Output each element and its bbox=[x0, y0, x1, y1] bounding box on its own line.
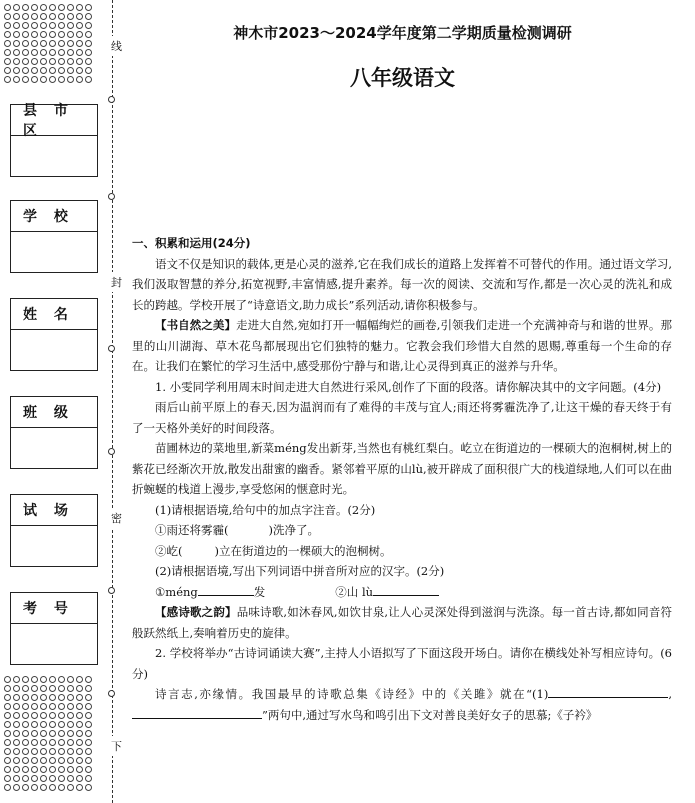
county-box[interactable] bbox=[10, 104, 98, 177]
question-1: 1. 小雯同学利用周末时间走进大自然进行采风,创作了下面的段落。请你解决其中的文字问题。(4分) bbox=[155, 379, 662, 394]
question-2: 2. 学校将举办“古诗词诵读大赛”,主持人小语拟写了下面这段开场白。请你在横线处补写相应诗句。(6分) bbox=[132, 646, 672, 681]
name-label: 姓 名 bbox=[11, 299, 97, 330]
binding-word-xia: 下 bbox=[111, 736, 122, 756]
nature-tag: 【书自然之美】 bbox=[155, 318, 237, 332]
q2-answer-2[interactable] bbox=[132, 706, 262, 719]
school-label: 学 校 bbox=[11, 201, 97, 232]
q1-passage-1: 雨后山前平原上的春天,因为温润而有了难得的丰茂与宜人;雨还将雾霾洗净了,让这干燥的春天终于有了一天格外美好的时间段落。 bbox=[132, 400, 672, 435]
q2-mid: , bbox=[668, 687, 672, 701]
dot-grid-bottom bbox=[4, 676, 96, 800]
binding-line bbox=[112, 0, 113, 803]
county-label: 县 市 区 bbox=[11, 105, 97, 136]
binding-hole bbox=[108, 587, 115, 594]
binding-hole bbox=[108, 96, 115, 103]
q2-suffix: ”两句中,通过写水鸟和鸣引出下文对善良美好女子的思慕;《子衿》 bbox=[262, 707, 598, 722]
binding-word-mi: 密 bbox=[111, 508, 122, 528]
q1-sub-1-item-b bbox=[132, 541, 672, 562]
nature-paragraph bbox=[132, 315, 672, 377]
exam-number-box[interactable] bbox=[10, 592, 98, 665]
binding-hole bbox=[108, 193, 115, 200]
poetry-paragraph bbox=[132, 602, 672, 643]
class-label: 班 级 bbox=[11, 397, 97, 428]
exam-number-field[interactable] bbox=[11, 624, 97, 664]
intro-paragraph: 语文不仅是知识的载体,更是心灵的滋养,它在我们成长的道路上发挥着不可替代的作用。通过语文学习,我们汲取智慧的养分,拓宽视野,丰富情感,提升素养。每一次的阅读、交流和写作,都是一次心灵的洗礼和成长的跨越。学校开展了“诗意语文,助力成长”系列活动,请你积极参与。 bbox=[132, 256, 672, 312]
q1-1b-answer[interactable] bbox=[183, 543, 215, 555]
binding-hole bbox=[108, 690, 115, 697]
q1-2a-answer[interactable] bbox=[198, 583, 254, 596]
dot-grid-top bbox=[4, 4, 96, 86]
q2-passage bbox=[132, 684, 672, 725]
class-box[interactable] bbox=[10, 396, 98, 469]
q2-answer-1[interactable] bbox=[548, 685, 668, 698]
room-box[interactable] bbox=[10, 494, 98, 567]
q1-2a-prefix: ①méng bbox=[155, 584, 198, 599]
class-field[interactable] bbox=[11, 428, 97, 468]
county-field[interactable] bbox=[11, 136, 97, 176]
q1-1a-suffix: )洗净了。 bbox=[268, 523, 319, 537]
name-field[interactable] bbox=[11, 330, 97, 370]
exam-number-label: 考 号 bbox=[11, 593, 97, 624]
q1-1b-prefix: ②屹( bbox=[155, 543, 183, 558]
q1-sub-2: (2)请根据语境,写出下列词语中拼音所对应的汉字。(2分) bbox=[155, 564, 445, 578]
q1-sub-1: (1)请根据语境,给句中的加点字注音。(2分) bbox=[155, 502, 376, 517]
school-field[interactable] bbox=[11, 232, 97, 272]
q2-prefix: 诗言志,亦缘情。我国最早的诗歌总集《诗经》中的《关雎》就在“(1) bbox=[155, 687, 549, 701]
q1-1a-prefix: ①雨还将雾霾( bbox=[155, 523, 229, 537]
q1-sub-1-item-a bbox=[132, 520, 672, 541]
nature-text: 走进大自然,宛如打开一幅幅绚烂的画卷,引领我们走进一个充满神奇与和谐的世界。那里的山川湖海、草木花鸟都展现出它们独特的魅力。它教会我们珍惜大自然的恩赐,尊重每一个生命的存在。让我们在繁忙的学习生活中,感受那份宁静与和谐,让心灵得到真正的滋养与升华。 bbox=[132, 318, 672, 373]
binding-hole bbox=[108, 448, 115, 455]
poetry-tag: 【感诗歌之韵】 bbox=[155, 605, 237, 619]
binding-word-xian: 线 bbox=[111, 36, 122, 56]
q1-sub-2-items bbox=[132, 582, 672, 603]
q1-passage-2: 苗圃林边的菜地里,新菜méng发出新芽,当然也有桃红梨白。屹立在街道边的一棵硕大的泡桐树,树上的紫花已经渐次开放,散发出甜蜜的幽香。紧邻着平原的山lù,被开辟成了面积很广大的栈道绿地,人们可以在曲折蜿蜒的栈道上漫步,享受悠闲的惬意时光。 bbox=[132, 441, 672, 496]
room-label: 试 场 bbox=[11, 495, 97, 526]
q1-2b-answer[interactable] bbox=[373, 583, 439, 596]
q1-1b-suffix: )立在街道边的一棵硕大的泡桐树。 bbox=[214, 543, 392, 558]
name-box[interactable] bbox=[10, 298, 98, 371]
binding-hole bbox=[108, 345, 115, 352]
binding-word-feng: 封 bbox=[111, 272, 122, 292]
q1-2a-suffix: 发 bbox=[253, 584, 266, 599]
section-heading: 一、积累和运用(24分) bbox=[132, 236, 251, 250]
exam-title: 神木市2023～2024学年度第二学期质量检测调研 bbox=[233, 24, 572, 42]
exam-subtitle: 八年级语文 bbox=[350, 66, 455, 90]
exam-content bbox=[132, 233, 672, 725]
poetry-text: 品味诗歌,如沐春风,如饮甘泉,让人心灵深处得到滋润与洗涤。每一首古诗,都如同音符般跃然纸上,奏响着历史的旋律。 bbox=[132, 605, 672, 640]
room-field[interactable] bbox=[11, 526, 97, 566]
school-box[interactable] bbox=[10, 200, 98, 273]
q1-1a-answer[interactable] bbox=[229, 522, 269, 534]
q1-2b-prefix: ②山 lù bbox=[335, 584, 374, 599]
